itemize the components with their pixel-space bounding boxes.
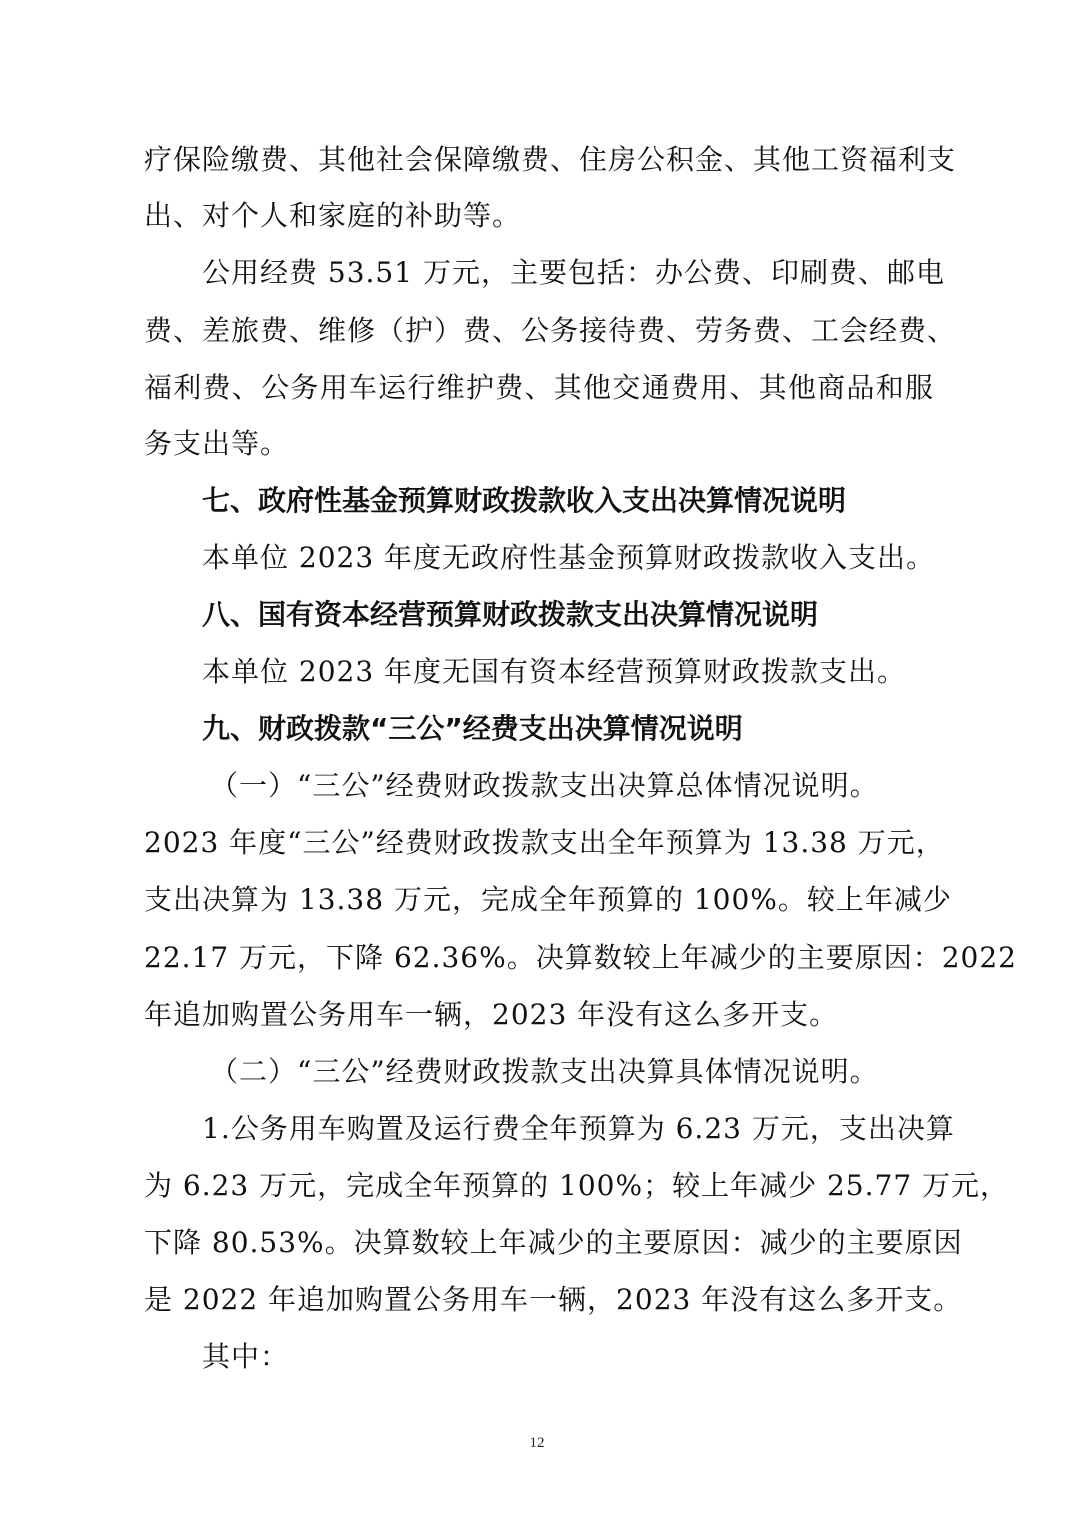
subsection-title-1: （一）“三公”经费财政拨款支出决算总体情况说明。: [210, 769, 879, 802]
paragraph-line: 22.17 万元，下降 62.36%。决算数较上年减少的主要原因：2022: [144, 941, 1017, 974]
section-heading-9: 九、财政拨款“三公”经费支出决算情况说明: [202, 712, 743, 745]
paragraph-line: 福利费、公务用车运行维护费、其他交通费用、其他商品和服: [144, 371, 934, 404]
subsection-title-2: （二）“三公”经费财政拨款支出决算具体情况说明。: [210, 1055, 879, 1088]
page-number: 12: [529, 1435, 545, 1451]
paragraph-line: 本单位 2023 年度无国有资本经营预算财政拨款支出。: [202, 655, 907, 688]
paragraph-line: 年追加购置公务用车一辆，2023 年没有这么多开支。: [144, 998, 839, 1031]
paragraph-line: 1.公务用车购置及运行费全年预算为 6.23 万元，支出决算: [202, 1112, 955, 1145]
paragraph-line: 公用经费 53.51 万元，主要包括：办公费、印刷费、邮电: [202, 256, 945, 289]
paragraph-line: 务支出等。: [144, 427, 290, 460]
paragraph-line: 本单位 2023 年度无政府性基金预算财政拨款收入支出。: [202, 541, 936, 574]
paragraph-line: 费、差旅费、维修（护）费、公务接待费、劳务费、工会经费、: [144, 314, 957, 347]
paragraph-line: 为 6.23 万元，完成全年预算的 100%；较上年减少 25.77 万元，: [144, 1169, 1010, 1202]
section-heading-7: 七、政府性基金预算财政拨款收入支出决算情况说明: [202, 484, 847, 517]
paragraph-line: 是 2022 年追加购置公务用车一辆，2023 年没有这么多开支。: [144, 1283, 963, 1316]
paragraph-line: 下降 80.53%。决算数较上年减少的主要原因：减少的主要原因: [144, 1226, 963, 1259]
paragraph-line: 其中：: [202, 1340, 290, 1373]
section-heading-8: 八、国有资本经营预算财政拨款支出决算情况说明: [202, 598, 819, 631]
paragraph-line: 出、对个人和家庭的补助等。: [144, 199, 522, 232]
paragraph-line: 疗保险缴费、其他社会保障缴费、住房公积金、其他工资福利支: [144, 143, 957, 176]
paragraph-line: 支出决算为 13.38 万元，完成全年预算的 100%。较上年减少: [144, 883, 952, 916]
paragraph-line: 2023 年度“三公”经费财政拨款支出全年预算为 13.38 万元，: [144, 826, 945, 859]
